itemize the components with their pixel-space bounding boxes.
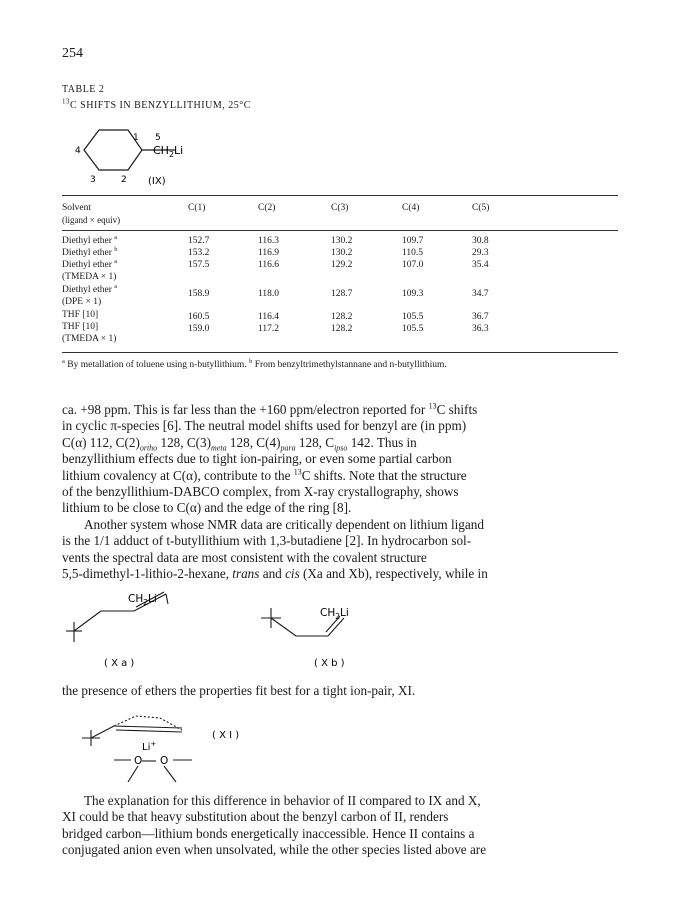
header-ligand: (ligand × equiv)	[62, 215, 121, 225]
text-line: conjugated anion even when unsolvated, while the other species listed above are	[62, 842, 487, 858]
xb-label: ( X b )	[314, 658, 345, 669]
row-c2: 116.9	[258, 248, 280, 258]
text-line: C(α) 112, $C(2)_{ortho}$ 128, $C(3)_{meta}$ 128, $C(4)_{para}$ 128, $C_{ipso}$ 142. Thus in	[62, 434, 417, 453]
row-c1: 152.7	[188, 236, 210, 246]
row-c5: 29.3	[472, 248, 489, 258]
row-c2: 116.4	[258, 312, 280, 322]
paragraph-3	[62, 683, 622, 699]
row-c4: 105.5	[402, 312, 424, 322]
row-c3: 130.2	[331, 236, 353, 246]
text-line: vents the spectral data are most consistent with the covalent structure	[62, 549, 427, 565]
row-c4: 107.0	[402, 260, 424, 270]
header-c5: C(5)	[472, 203, 490, 213]
text-line: benzyllithium effects due to tight ion-pairing, or even some partial carbon	[62, 451, 452, 467]
table-label: TABLE 2	[62, 84, 105, 95]
position-2: 2	[121, 175, 127, 185]
row-c3: 128.7	[331, 289, 353, 299]
structure-xi	[56, 706, 316, 786]
row-c2: 117.2	[258, 324, 280, 334]
position-1: 1	[133, 133, 139, 143]
xb-ch2li: $CH_2Li$	[320, 607, 349, 621]
row-c2: 116.6	[258, 260, 280, 270]
structure-ix	[56, 118, 236, 190]
position-3: 3	[90, 175, 96, 185]
row-c4: 110.5	[402, 248, 424, 258]
paragraph-2	[62, 517, 622, 583]
row-c4: 109.3	[402, 289, 424, 299]
row-c2: 116.3	[258, 236, 280, 246]
table-bottom-rule	[62, 352, 618, 353]
row-c1: 157.5	[188, 260, 210, 270]
xi-li: Li+	[142, 740, 157, 753]
text-line: in cyclic π-species [6]. The neutral model shifts used for benzyl are (in ppm)	[62, 418, 467, 434]
row-c5: 34.7	[472, 289, 489, 299]
row-ligand: (TMEDA × 1)	[62, 334, 117, 344]
xa-ch2li: $CH_2Li$	[128, 593, 157, 607]
structures-xa-xb	[56, 586, 416, 676]
ch2li-label: $CH_2Li$	[153, 144, 184, 159]
row-c4: 105.5	[402, 324, 424, 334]
row-c5: 36.7	[472, 312, 489, 322]
row-c1: 159.0	[188, 324, 210, 334]
text-line: lithium to be close to C(α) and the edge of the ring [8].	[62, 500, 352, 516]
ix-label: (IX)	[148, 176, 166, 187]
structure-xa	[66, 592, 168, 669]
row-solvent: THF [10]	[62, 322, 99, 332]
xa-label: ( X a )	[104, 658, 135, 669]
text-line: lithium covalency at C(α), contribute to the $^{13}$C shifts. Note that the structure	[62, 467, 467, 483]
row-c4: 109.7	[402, 236, 424, 246]
paragraph-4	[62, 793, 622, 859]
text-line: of the benzyllithium-DABCO complex, from X-ray crystallography, shows	[62, 484, 459, 500]
row-c3: 129.2	[331, 260, 353, 270]
table-top-rule	[62, 195, 618, 196]
header-c2: C(2)	[258, 203, 276, 213]
caption-text: C SHIFTS IN BENZYLLITHIUM, 25°C	[70, 100, 251, 111]
row-c3: 128.2	[331, 312, 353, 322]
caption-superscript: 13	[62, 97, 70, 106]
row-ligand: (DPE × 1)	[62, 297, 102, 307]
table-caption	[62, 97, 251, 111]
text-line: The explanation for this difference in behavior of II compared to IX and X,	[84, 793, 481, 808]
row-c1: 158.9	[188, 289, 210, 299]
text-line: ca. +98 ppm. This is far less than the +160 ppm/electron reported for $^{13}$C shifts	[62, 401, 478, 417]
text-line: Another system whose NMR data are critically dependent on lithium ligand	[84, 517, 484, 532]
text-line: the presence of ethers the properties fit best for a tight ion-pair, XI.	[62, 683, 416, 698]
row-solvent: Diethyl ether $^a$	[62, 233, 118, 246]
text-line: is the 1/1 adduct of t-butyllithium with 1,3-butadiene [2]. In hydrocarbon sol-	[62, 533, 472, 549]
table-footnote: $^a$ By metallation of toluene using n-butyllithium. $^b$ From benzyltrimethylstannane and n-butyllithium.	[62, 357, 447, 370]
row-solvent: Diethyl ether $^a$	[62, 282, 118, 295]
row-c3: 130.2	[331, 248, 353, 258]
row-solvent: THF [10]	[62, 310, 99, 320]
row-c5: 35.4	[472, 260, 489, 270]
row-c1: 153.2	[188, 248, 210, 258]
xi-o1: O	[134, 755, 143, 767]
row-solvent: Diethyl ether $^b$	[62, 245, 118, 258]
position-4: 4	[75, 146, 81, 156]
row-c5: 36.3	[472, 324, 489, 334]
structure-xb	[261, 607, 349, 669]
position-5: 5	[155, 133, 161, 143]
text-line: bridged carbon—lithium bonds energetically inaccessible. Hence II contains a	[62, 825, 475, 841]
xi-o2: O	[160, 755, 169, 767]
page-number: 254	[62, 46, 83, 61]
xi-label: ( X I )	[212, 730, 240, 741]
paragraph-1	[62, 402, 622, 517]
header-c3: C(3)	[331, 203, 349, 213]
row-solvent: Diethyl ether $^a$	[62, 257, 118, 270]
row-c1: 160.5	[188, 312, 210, 322]
header-solvent: Solvent	[62, 203, 92, 213]
table-header-rule	[62, 230, 618, 231]
text-line: XI could be that heavy substitution about the benzyl carbon of II, renders	[62, 809, 449, 825]
row-c3: 128.2	[331, 324, 353, 334]
text-line: 5,5-dimethyl-1-lithio-2-hexane, trans and cis (Xa and Xb), respectively, while in	[62, 566, 488, 582]
header-c1: C(1)	[188, 203, 206, 213]
row-c2: 118.0	[258, 289, 280, 299]
row-c5: 30.8	[472, 236, 489, 246]
row-ligand: (TMEDA × 1)	[62, 272, 117, 282]
header-c4: C(4)	[402, 203, 420, 213]
